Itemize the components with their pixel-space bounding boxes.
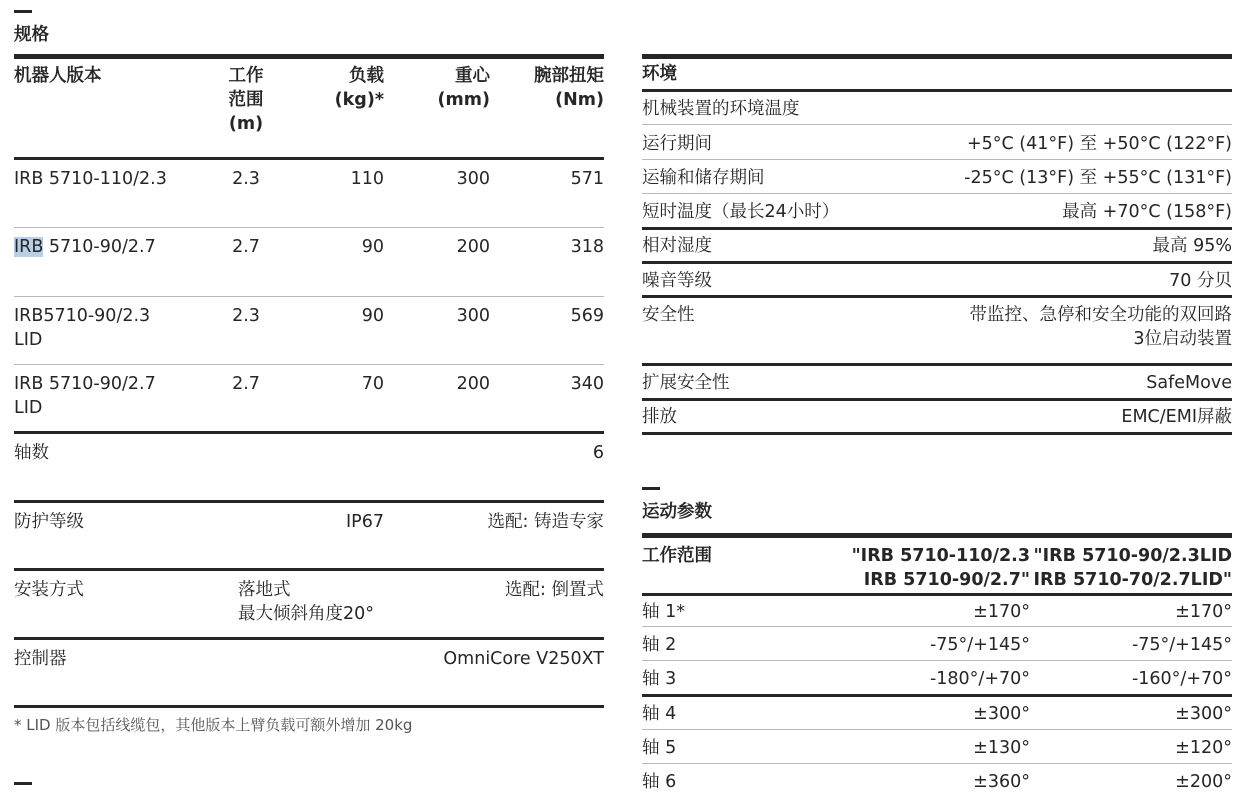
env-row-value: -25°C (13°F) 至 +55°C (131°F) bbox=[964, 168, 1232, 188]
table-row-torque: 569 bbox=[570, 306, 604, 326]
section-rule bbox=[642, 227, 1232, 230]
col-header-reach: 工作 范围 (m) bbox=[228, 66, 264, 134]
env-row-label: 短时温度（最长24小时） bbox=[642, 202, 840, 222]
motion-row-v2: -75°/+145° bbox=[1131, 635, 1232, 655]
row-divider bbox=[642, 660, 1232, 661]
motion-row-axis: 轴 5 bbox=[642, 738, 677, 758]
section-rule bbox=[642, 694, 1232, 697]
table-row-reach: 2.7 bbox=[232, 237, 260, 257]
mounting-value: 落地式 最大倾斜角度20° bbox=[238, 580, 375, 624]
emission-label: 排放 bbox=[642, 407, 677, 427]
motion-row-v1: ±360° bbox=[973, 772, 1030, 792]
table-row-model: IRB 5710-110/2.3 bbox=[14, 169, 167, 189]
section-rule bbox=[14, 500, 604, 503]
section-marker bbox=[14, 782, 32, 785]
motion-row-v2: ±170° bbox=[1175, 602, 1232, 622]
section-rule bbox=[642, 261, 1232, 264]
controller-label: 控制器 bbox=[14, 649, 67, 669]
safety-label: 安全性 bbox=[642, 305, 695, 325]
specs-title: 规格 bbox=[14, 25, 49, 45]
motion-row-v1: ±170° bbox=[973, 602, 1030, 622]
env-title-rule bbox=[642, 89, 1232, 92]
row-divider bbox=[14, 227, 604, 228]
motion-row-v2: ±200° bbox=[1175, 772, 1232, 792]
env-row-value: 最高 +70°C (158°F) bbox=[1062, 202, 1232, 222]
section-rule bbox=[642, 398, 1232, 401]
table-row-payload: 90 bbox=[361, 237, 384, 257]
col-header-model: 机器人版本 bbox=[14, 66, 102, 86]
protection-option: 选配: 铸造专家 bbox=[487, 512, 604, 532]
motion-title: 运动参数 bbox=[642, 502, 712, 522]
motion-row-axis: 轴 2 bbox=[642, 635, 677, 655]
col-header-torque: 腕部扭矩 (Nm) bbox=[534, 66, 604, 110]
env-row-label: 运输和储存期间 bbox=[642, 168, 765, 188]
env-row-label: 运行期间 bbox=[642, 134, 712, 154]
table-row-reach: 2.3 bbox=[232, 169, 260, 189]
section-rule bbox=[642, 432, 1232, 435]
motion-row-axis: 轴 6 bbox=[642, 772, 677, 792]
axes-value: 6 bbox=[592, 443, 604, 463]
section-rule bbox=[14, 568, 604, 571]
row-divider bbox=[642, 763, 1232, 764]
table-row-model: IRB 5710-90/2.7 bbox=[14, 237, 156, 257]
header-rule bbox=[14, 157, 604, 160]
protection-label: 防护等级 bbox=[14, 512, 84, 532]
env-title: 环境 bbox=[642, 64, 677, 84]
section-marker bbox=[642, 487, 660, 490]
table-row-model: IRB 5710-90/2.7 LID bbox=[14, 374, 156, 418]
row-divider bbox=[642, 124, 1232, 125]
row-divider bbox=[14, 364, 604, 365]
table-row-reach: 2.7 bbox=[232, 374, 260, 394]
ext-safety-label: 扩展安全性 bbox=[642, 373, 730, 393]
env-top-rule bbox=[642, 54, 1232, 59]
table-row-torque: 571 bbox=[570, 169, 604, 189]
table-row-cog: 200 bbox=[456, 374, 490, 394]
emission-value: EMC/EMI屏蔽 bbox=[1121, 407, 1232, 427]
table-row-cog: 200 bbox=[456, 237, 490, 257]
col-header-payload: 负载 (kg)* bbox=[334, 66, 384, 110]
section-marker bbox=[14, 10, 32, 13]
motion-row-v1: ±300° bbox=[973, 704, 1030, 724]
motion-row-v2: -160°/+70° bbox=[1131, 669, 1232, 689]
section-rule bbox=[14, 705, 604, 708]
env-subheader: 机械装置的环境温度 bbox=[642, 99, 800, 119]
row-divider bbox=[642, 159, 1232, 160]
row-divider bbox=[642, 729, 1232, 730]
section-rule bbox=[14, 431, 604, 434]
table-row-torque: 318 bbox=[570, 237, 604, 257]
motion-header-label: 工作范围 bbox=[642, 546, 712, 566]
section-rule bbox=[642, 363, 1232, 366]
env-row-label: 相对湿度 bbox=[642, 236, 712, 256]
footnote: * LID 版本包括线缆包，其他版本上臂负载可额外增加 20kg bbox=[14, 716, 413, 734]
table-row-payload: 90 bbox=[361, 306, 384, 326]
section-rule bbox=[14, 637, 604, 640]
header-rule bbox=[642, 593, 1232, 596]
table-row-torque: 340 bbox=[570, 374, 604, 394]
env-row-label: 噪音等级 bbox=[642, 271, 712, 291]
table-row-reach: 2.3 bbox=[232, 306, 260, 326]
table-row-cog: 300 bbox=[456, 169, 490, 189]
motion-row-v1: -75°/+145° bbox=[929, 635, 1030, 655]
mounting-label: 安装方式 bbox=[14, 580, 84, 600]
ext-safety-value: SafeMove bbox=[1146, 373, 1232, 393]
motion-header-col2: "IRB 5710-90/2.3LID IRB 5710-70/2.7LID" bbox=[1033, 546, 1232, 590]
motion-row-v1: -180°/+70° bbox=[929, 669, 1030, 689]
row-divider bbox=[642, 193, 1232, 194]
section-rule bbox=[642, 295, 1232, 298]
row-divider bbox=[14, 296, 604, 297]
motion-row-v2: ±300° bbox=[1175, 704, 1232, 724]
motion-row-v1: ±130° bbox=[973, 738, 1030, 758]
axes-label: 轴数 bbox=[14, 443, 49, 463]
table-row-model: IRB5710-90/2.3 LID bbox=[14, 306, 151, 350]
motion-row-axis: 轴 4 bbox=[642, 704, 677, 724]
motion-row-axis: 轴 1* bbox=[642, 602, 685, 622]
table-row-payload: 70 bbox=[361, 374, 384, 394]
table-row-payload: 110 bbox=[350, 169, 384, 189]
env-row-value: 最高 95% bbox=[1152, 236, 1232, 256]
specs-top-rule bbox=[14, 54, 604, 59]
controller-value: OmniCore V250XT bbox=[443, 649, 604, 669]
env-row-value: +5°C (41°F) 至 +50°C (122°F) bbox=[966, 134, 1232, 154]
col-header-cog: 重心 (mm) bbox=[437, 66, 490, 110]
motion-row-v2: ±120° bbox=[1175, 738, 1232, 758]
mounting-option: 选配: 倒置式 bbox=[505, 580, 604, 600]
table-row-cog: 300 bbox=[456, 306, 490, 326]
row-divider bbox=[642, 626, 1232, 627]
motion-top-rule bbox=[642, 533, 1232, 538]
env-row-value: 70 分贝 bbox=[1169, 271, 1232, 291]
motion-row-axis: 轴 3 bbox=[642, 669, 677, 689]
motion-header-col1: "IRB 5710-110/2.3 IRB 5710-90/2.7" bbox=[851, 546, 1030, 590]
protection-value: IP67 bbox=[346, 512, 384, 532]
safety-value: 带监控、急停和安全功能的双回路 3位启动装置 bbox=[969, 305, 1232, 349]
